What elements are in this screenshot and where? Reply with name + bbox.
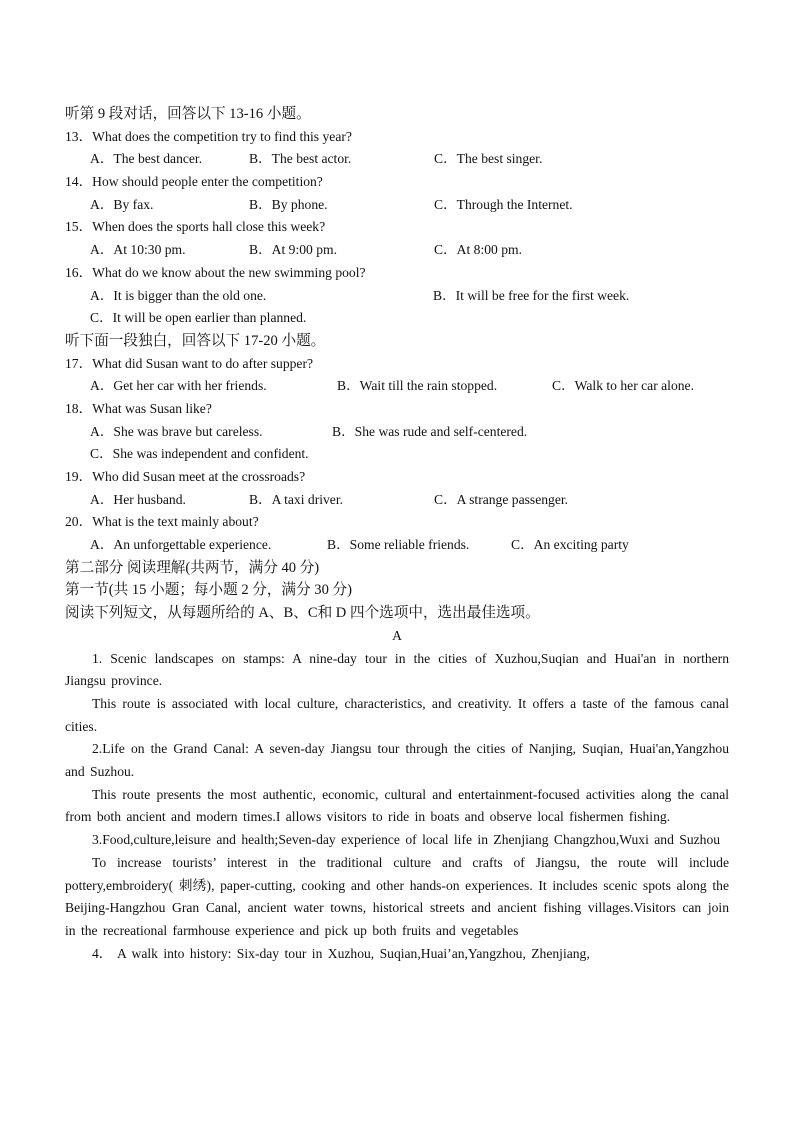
question-13-stem: 13．What does the competition try to find this year?	[65, 128, 352, 144]
q19-option-c: C．A strange passenger.	[434, 491, 569, 507]
question-18-options-row1	[65, 421, 729, 444]
q13-option-c: C．The best singer.	[434, 151, 543, 167]
question-19-stem: 19．Who did Susan meet at the crossroads?	[65, 469, 306, 484]
passage-paragraph: 2.Life on the Grand Canal: A seven-day Jiangsu tour through the cities of Nanjing, Suqian, Huai'an,Yangzhou and Suzhou.	[65, 741, 729, 780]
q14-option-c: C．Through the Internet.	[434, 196, 573, 212]
q15-option-c: C．At 8:00 pm.	[434, 242, 522, 258]
q14-option-b: B．By phone.	[249, 196, 328, 212]
reading-instruction: 阅读下列短文，从每题所给的 A、B、C和 D 四个选项中，选出最佳选项。	[65, 605, 540, 622]
q19-option-b: B．A taxi driver.	[249, 491, 344, 507]
question-18-options-row2	[65, 443, 729, 466]
q17-option-b: B．Wait till the rain stopped.	[337, 378, 498, 394]
question-16-stem: 16．What do we know about the new swimming pool?	[65, 264, 366, 280]
question-17-stem: 17．What did Susan want to do after supper?	[65, 355, 314, 371]
reading-part-heading: 第二部分 阅读理解(共两节，满分 40 分)	[65, 559, 320, 576]
passage-paragraph: 3.Food,culture,leisure and health;Seven-day experience of local life in Zhenjiang Changzhou,Wuxi and Suzhou	[92, 832, 721, 848]
passage-paragraph: This route is associated with local culture, characteristics, and creativity. It offers a taste of the famous canal cities.	[65, 695, 729, 734]
question-18-stem: 18．What was Susan like?	[65, 400, 212, 416]
passage-paragraph: 1. Scenic landscapes on stamps: A nine-day tour in the cities of Xuzhou,Suqian and Huai'an in northern Jiangsu province.	[65, 650, 729, 689]
question-14-options	[65, 194, 729, 217]
q20-option-c: C．An exciting party	[511, 537, 629, 553]
question-13-options	[65, 148, 729, 171]
q16-option-b: B．It will be free for the first week.	[433, 287, 630, 303]
question-14-stem: 14．How should people enter the competition?	[65, 174, 323, 190]
q18-option-b: B．She was rude and self-centered.	[332, 423, 528, 439]
question-16-options-row2	[65, 307, 729, 330]
passage-paragraph: This route presents the most authentic, economic, cultural and entertainment-focused activities along the canal from both ancient and modern times.I allows visitors to ride in boats and observe local fishermen fishing.	[65, 786, 729, 825]
q14-option-a: A．By fax.	[90, 196, 154, 212]
monologue-heading: 听下面一段独白，回答以下 17-20 小题。	[65, 332, 326, 349]
question-20-options	[65, 534, 729, 557]
q13-option-b: B．The best actor.	[249, 151, 352, 167]
page-content	[65, 103, 729, 965]
q15-option-a: A．At 10:30 pm.	[90, 242, 186, 258]
q18-option-a: A．She was brave but careless.	[90, 423, 263, 439]
q16-option-a: A．It is bigger than the old one.	[90, 287, 267, 303]
passage-label: A	[392, 627, 402, 643]
question-15-stem: 15．When does the sports hall close this week?	[65, 219, 326, 235]
question-19-options	[65, 489, 729, 512]
question-17-options	[65, 375, 729, 398]
reading-section-heading: 第一节(共 15 小题；每小题 2 分，满分 30 分)	[65, 582, 353, 599]
question-20-stem: 20．What is the text mainly about?	[65, 514, 259, 530]
q18-option-c: C．She was independent and confident.	[90, 446, 309, 462]
q20-option-a: A．An unforgettable experience.	[90, 537, 272, 553]
q17-option-a: A．Get her car with her friends.	[90, 378, 267, 394]
question-15-options	[65, 239, 729, 262]
q20-option-b: B．Some reliable friends.	[327, 537, 470, 553]
q19-option-a: A．Her husband.	[90, 491, 186, 507]
q17-option-c: C．Walk to her car alone.	[552, 378, 694, 394]
section9-heading: 听第 9 段对话，回答以下 13-16 小题。	[65, 106, 311, 122]
q15-option-b: B．At 9:00 pm.	[249, 242, 337, 258]
question-16-options-row1	[65, 285, 729, 308]
q13-option-a: A．The best dancer.	[90, 151, 203, 167]
passage-paragraph: To increase tourists’ interest in the traditional culture and crafts of Jiangsu, the route will include pottery,embroidery( 刺绣), paper-cutting, cooking and other hands-on experiences. It includes scenic spots along the Beijing-Hangzhou Gran Canal, ancient water towns, historical streets and ancient fishing villages.Visitors can join in the recreational farmhouse experience and pick up both fruits and vegetables	[65, 854, 729, 938]
q16-option-c: C．It will be open earlier than planned.	[90, 310, 307, 326]
passage-paragraph: 4． A walk into history: Six-day tour in Xuzhou, Suqian,Huai’an,Yangzhou, Zhenjiang,	[92, 945, 590, 961]
